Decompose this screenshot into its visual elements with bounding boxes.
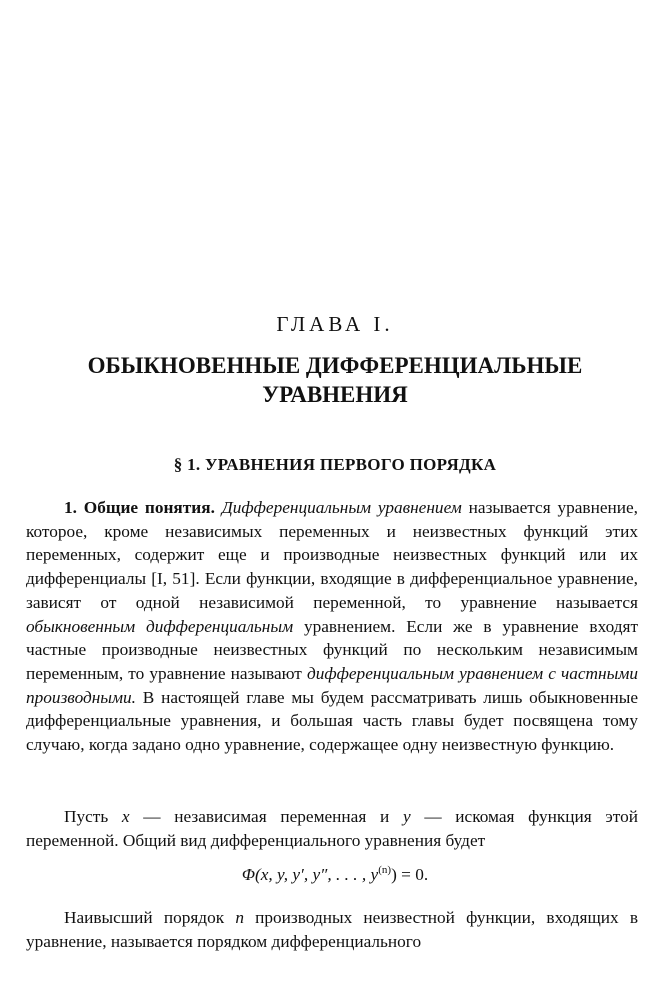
chapter-title [0, 351, 670, 409]
term-differential-equation: Дифференциальным уравнением [221, 498, 462, 517]
general-equation-formula [0, 865, 670, 885]
variable-x: x [121, 807, 130, 826]
paragraph-2-part-2: — независимая переменная и [129, 807, 403, 826]
formula-superscript: (n) [378, 864, 392, 877]
paragraph-order [26, 906, 638, 953]
paragraph-1-part-2: называется уравнение, которое, кроме независимых переменных и неизвестных функций этих переменных, содержит еще и производные неизвестных функций или их дифференциалы [I, 51]. Если функции, входящие в дифференциальное уравнение, зависят от одной независимой переменной, то уравнение называется [26, 498, 638, 612]
paragraph-general-concepts [26, 496, 638, 757]
paragraph-variables [26, 805, 638, 852]
formula-tail: ) = 0. [391, 865, 429, 884]
section-title: § 1. УРАВНЕНИЯ ПЕРВОГО ПОРЯДКА [173, 455, 497, 474]
paragraph-3-text [26, 906, 638, 953]
paragraph-1-part-6: В настоящей главе мы будем рассматривать лишь обыкновенные дифференциальные уравнения, и большая часть главы будет посвящена тому случаю, когда задано одно уравнение, содержащее одну неизвестную функцию. [26, 687, 638, 755]
paragraph-1-heading: 1. Общие понятия. [64, 498, 215, 517]
term-ordinary-differential: обыкновенным дифференциальным [26, 616, 294, 636]
paragraph-2-text [26, 805, 638, 852]
paragraph-3-part-1: Наивысший порядок [64, 908, 236, 927]
paragraph-1-text [26, 496, 638, 757]
chapter-title-line-1: ОБЫКНОВЕННЫЕ ДИФФЕРЕНЦИАЛЬНЫЕ [87, 353, 583, 378]
variable-y: y [402, 807, 411, 826]
paragraph-1-part-4: уравнением. Если же в уравнение входят частные производные неизвестных функций по нескольким независимым переменным, то уравнение называют [26, 616, 639, 683]
chapter-title-line-2: УРАВНЕНИЯ [262, 382, 408, 407]
paragraph-1-space [215, 498, 222, 517]
paragraph-2-part-1: Пусть [64, 807, 122, 826]
term-partial-differential: дифференциальным уравнением с частными производными. [26, 663, 638, 707]
paragraph-3-part-2: производных неизвестной функции, входящих в уравнение, называется порядком дифференциального [26, 908, 638, 951]
chapter-label: ГЛАВА I. [276, 312, 394, 336]
paragraph-2-part-3: — искомая функция этой переменной. Общий вид дифференциального уравнения будет [26, 807, 638, 850]
variable-n: n [235, 908, 244, 927]
formula-main: Φ(x, y, y′, y″, . . . , y [241, 865, 379, 884]
